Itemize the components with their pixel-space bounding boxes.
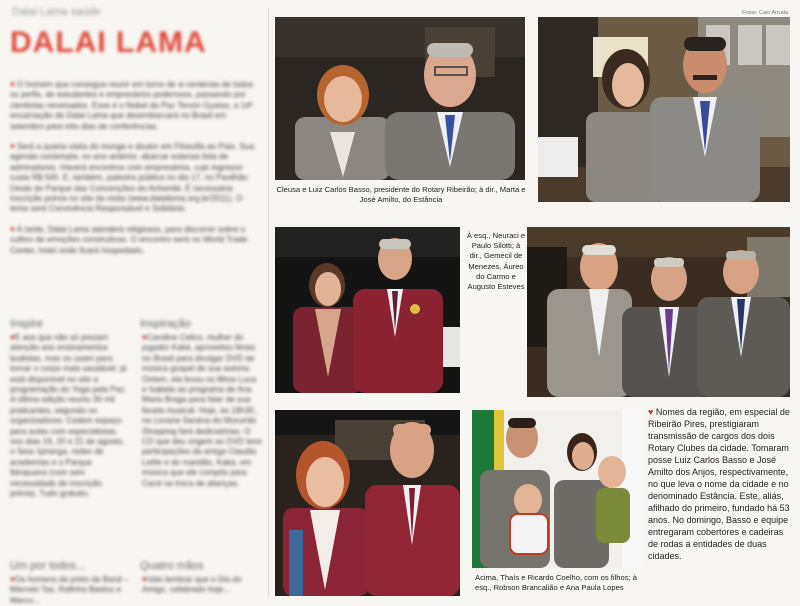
left-article	[0, 0, 268, 600]
subhead-um-por-todos: Um por todos...	[10, 560, 86, 572]
photo-gemecil-aureo-augusto	[527, 227, 790, 397]
caption-photo-6: Acima, Thaís e Ricardo Coelho, com os filhos; à esq., Robson Brancalião e Ana Paula Lopes	[475, 573, 637, 593]
photo-cleusa-luiz-basso	[275, 17, 525, 180]
photo-marta-jose-amilto	[538, 17, 790, 202]
rotary-article-body: Nomes da região, em especial de Ribeirão Pires, prestigiaram transmissão de cargos dos dois Rotary Clubes da cidade. Tomaram posse Luiz Carlos Basso e José Amilto dos Anjos, respectivamente, no que leva o nome da cidade e no denominado Estância. Este, aliás, afilhado do primeiro, fundado há 53 anos. No domingo, Basso e equipe entregaram cobertores e cadeiras de rodas a entidades de duas cidades.	[648, 407, 790, 561]
caption-photo-3: À esq., Neuraci e Paulo Silotti; à dir., Gemecil de Menezes, Áureo do Carmo e Augusto Esteves	[466, 231, 526, 292]
two-column-text	[10, 333, 262, 500]
subhead-quatro-maos: Quatro mãos	[140, 560, 204, 572]
photo-neuraci-paulo-silotti	[275, 227, 460, 393]
column-um-por-todos: ♥Os homens de preto da Band – Marcelo Tas, Rafinha Bastos e Marco...	[10, 575, 129, 605]
article-paragraph-2: ♥ Será a quarta visita do monge e doutor em Filosofia ao País. Sua agenda contempla, no ano anterior, abarcar extensa lista de admiradores. Haverá encontros com empresários, cujo ingresso custa R$ 500. E, também, palestra pública no dia 17, no Pavilhão Oeste do Parque das Convenções do Anhembi. É necessária inscrição prévia no site da visita (www.dalailama.org.br/2011). O tema será Convivência Responsável e Solidária.	[10, 142, 254, 214]
photo-robson-ana-paula	[275, 410, 460, 596]
photo-credit: Fotos: Caio Arruda	[742, 10, 788, 16]
column-divider	[268, 8, 269, 598]
blurred-article-body	[10, 6, 258, 256]
column-inspire: ♥É aos que não só prezam atenção aos ensinamentos budistas, mas os usam para tornar o corpo mais saudável, já está disponível no site a programação do Yoga pela Paz. A última edição reuniu 30 mil praticantes, segundo os organizadores. Cedem espaço para aulas com especialistas, nos dias 19, 20 e 21 de agosto, o Sesc Ipiranga, redes de academias e o Parque Ibirapuera (com sem necessidade de inscrição prévia). Tudo gratuito.	[10, 333, 127, 499]
heart-bullet-icon: ♥	[648, 407, 654, 417]
subhead-inspire: Inspire	[10, 318, 44, 330]
article-paragraph-1: ♥ O homem que consegue reunir em torno de si centenas de todos os perfis, de estudantes e empresários poderosos, passando por cientistas renomados. Esse é o Nobel da Paz Tenzin Gyatso, a 14ª encarnação de Dalai Lama que desembarcará no Brasil em setembro para três dias de conferências.	[10, 80, 254, 131]
caption-photo-1: Cleusa e Luiz Carlos Basso, presidente do Rotary Ribeirão; à dir., Marta e José Amilto, do Estância	[276, 185, 526, 205]
column-inspiracao: ♥Caroline Celico, mulher do jogador Kaká, aproveitou férias no Brasil para divulgar DVD de música gospel de sua autoria. Ontem, ela levou os filhos Luca e Isabela ao programa de Ana Maria Braga para falar de sua faceta musical. Hoje, às 19h30, na Livraria Saraiva do Morumbi Shopping fará dedicatórias. O CD que deu origem ao DVD teve participações da amiga Claudia Leitte e do maridão, Kaká, em música que ele compôs para Carol na troca de alianças.	[142, 333, 262, 488]
rotary-article-text	[648, 406, 792, 562]
article-headline: DALAI LAMA	[10, 26, 207, 59]
column-quatro-maos: ♥Vale lembrar que o Dia do Amigo, celebrado hoje...	[142, 575, 242, 595]
subhead-row	[10, 318, 260, 330]
subhead-row-2	[10, 560, 260, 572]
article-paragraph-3: ♥ À tarde, Dalai Lama atenderá religiosos, para discorrer sobre o cultivo de emoções construtivas. O encontro será no World Trade Center, hotel onde ficará hospedado.	[10, 224, 248, 255]
subhead-inspiracao: Inspiração	[140, 318, 191, 330]
photo-thais-ricardo-coelho	[472, 410, 644, 568]
two-column-text-2	[10, 575, 262, 606]
article-kicker: Dalai Lama saúde	[12, 6, 101, 18]
